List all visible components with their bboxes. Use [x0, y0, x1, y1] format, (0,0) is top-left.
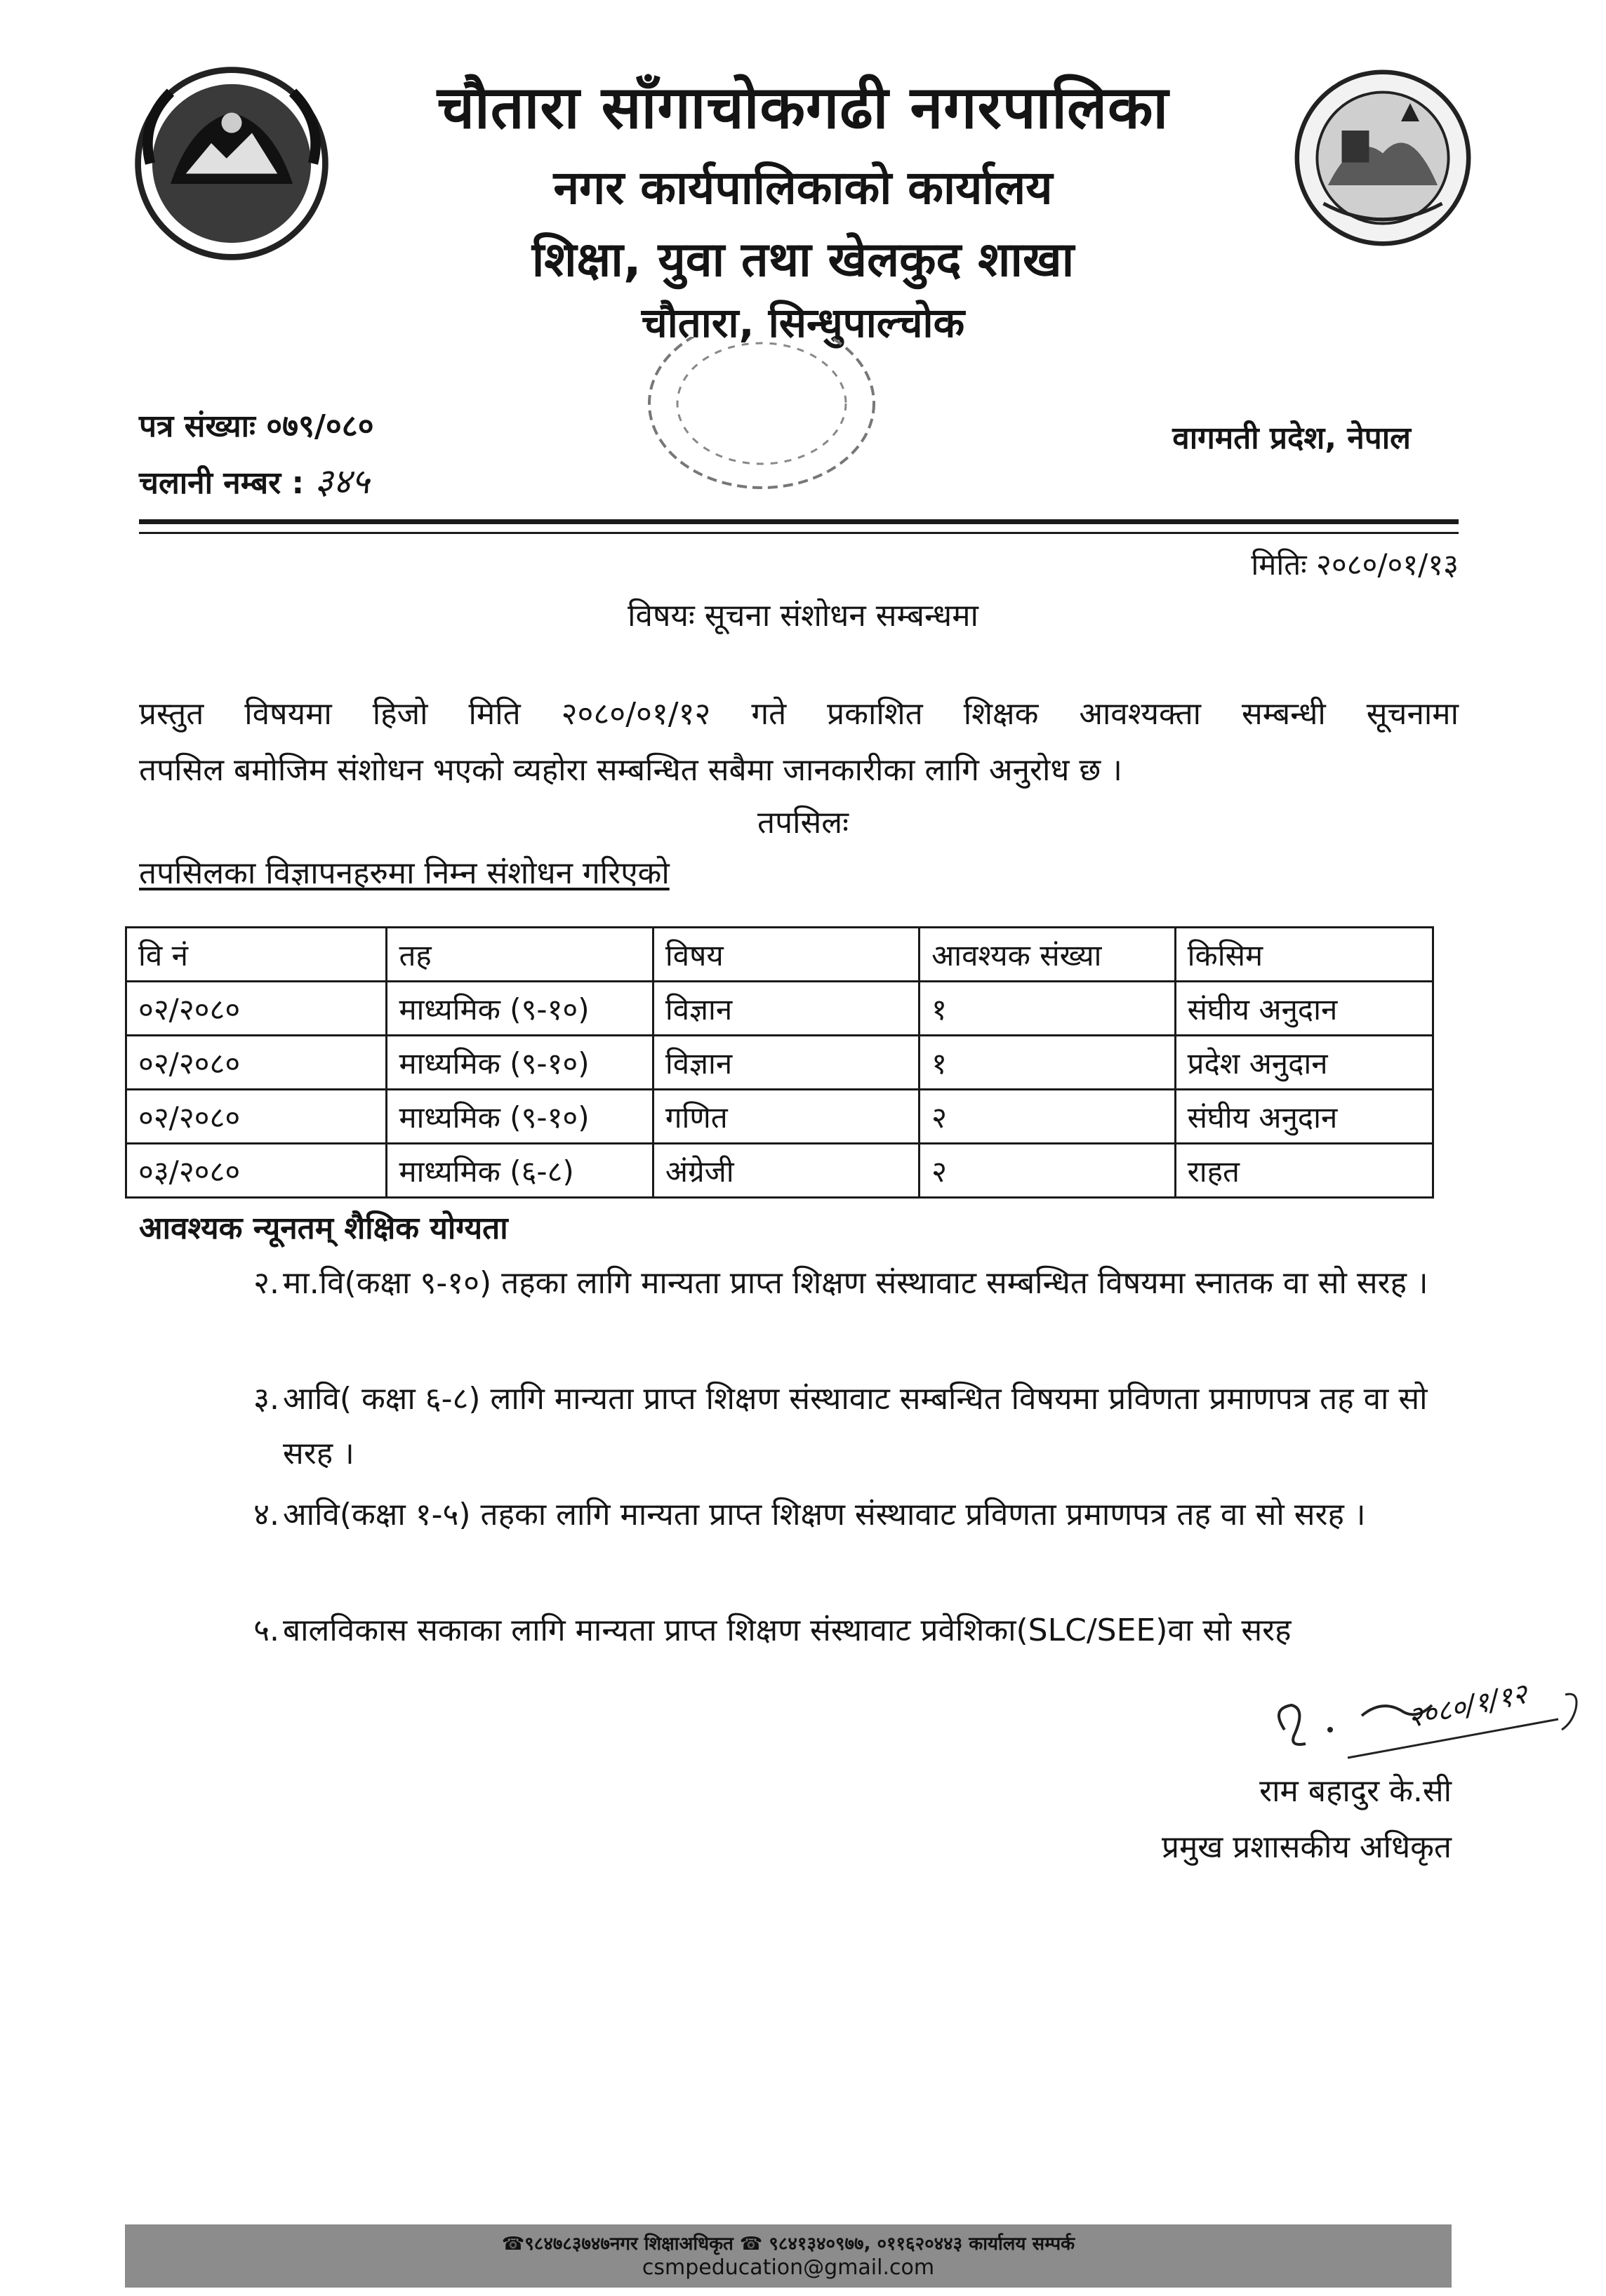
column-header-subject: विषय: [653, 928, 919, 982]
cell-vi-no: ०२/२०८०: [126, 982, 387, 1036]
letter-number: [139, 403, 374, 446]
municipality-name: चौतारा साँगाचोकगढी नगरपालिका: [437, 73, 1169, 142]
letter-number-label: पत्र संख्याः: [139, 408, 255, 444]
signatory-designation: प्रमुख प्रशासकीय अधिकृत: [1161, 1829, 1452, 1865]
signature-date: २०८०/१/१२: [1405, 1677, 1530, 1735]
cell-required-count: २: [920, 1090, 1175, 1144]
letter-date: मितिः २०८०/०१/१३: [1251, 547, 1459, 582]
body-paragraph-line2: तपसिल बमोजिम संशोधन भएको व्यहोरा सम्बन्धित सबैमा जानकारीका लागि अनुरोध छ ।: [139, 752, 1122, 788]
vacancy-table: [125, 926, 1434, 1199]
contact-footer: [125, 2224, 1452, 2288]
table-row: [126, 982, 1433, 1036]
table-caption: तपसिलका विज्ञापनहरुमा निम्न संशोधन गरिएको: [139, 855, 670, 891]
table-header-row: [126, 928, 1433, 982]
cell-type: संघीय अनुदान: [1175, 1090, 1433, 1144]
qualification-item: [223, 1603, 1459, 1658]
cell-type: राहत: [1175, 1144, 1433, 1198]
footer-email: csmpeducation@gmail.com: [642, 2255, 935, 2280]
office-name: नगर कार्यपालिकाको कार्यालय: [553, 161, 1053, 215]
item-number: ५.: [253, 1613, 279, 1648]
footer-phone-line: ☎९८४७८३७४७नगर शिक्षाअधिकृत ☎ ९८४१३४०९७७, ०११६२०४४३ कार्यालय सम्पर्क: [501, 2234, 1075, 2255]
header-rule-thick: [139, 519, 1459, 524]
item-number: ४.: [253, 1497, 279, 1533]
table-row: [126, 1036, 1433, 1090]
province-address: वागमती प्रदेश, नेपाल: [1172, 420, 1411, 456]
cell-subject: विज्ञान: [653, 1036, 919, 1090]
section-name: शिक्षा, युवा तथा खेलकुद शाखा: [531, 232, 1075, 288]
cell-required-count: १: [920, 982, 1175, 1036]
item-text: आवि( कक्षा ६-८) लागि मान्यता प्राप्त शिक्षण संस्थावाट सम्बन्धित विषयमा प्रविणता प्रमाणपत्र तह वा सो सरह ।: [283, 1381, 1428, 1471]
office-stamp: [611, 337, 912, 498]
column-header-level: तह: [387, 928, 653, 982]
letter-number-value: ०७९/०८०: [266, 408, 374, 444]
qualification-item: [223, 1488, 1459, 1542]
header-rule-thin: [139, 532, 1459, 534]
qualification-heading: आवश्यक न्यूनतम् शैक्षिक योग्यता: [139, 1210, 508, 1246]
item-text: आवि(कक्षा १-५) तहका लागि मान्यता प्राप्त शिक्षण संस्थावाट प्रविणता प्रमाणपत्र तह वा सो सरह ।: [283, 1497, 1366, 1533]
column-header-type: किसिम: [1175, 928, 1433, 982]
cell-required-count: १: [920, 1036, 1175, 1090]
dispatch-number: [139, 456, 369, 504]
dispatch-number-value: ३४५: [314, 461, 370, 502]
cell-level: माध्यमिक (९-१०): [387, 1090, 653, 1144]
cell-subject: विज्ञान: [653, 982, 919, 1036]
item-number: ३.: [253, 1381, 279, 1417]
item-number: २.: [253, 1265, 279, 1301]
cell-level: माध्यमिक (९-१०): [387, 982, 653, 1036]
cell-vi-no: ०२/२०८०: [126, 1090, 387, 1144]
cell-required-count: २: [920, 1144, 1175, 1198]
cell-type: प्रदेश अनुदान: [1175, 1036, 1433, 1090]
dispatch-number-label: चलानी नम्बर :: [139, 465, 305, 501]
column-header-vi-no: वि नं: [126, 928, 387, 982]
cell-vi-no: ०२/२०८०: [126, 1036, 387, 1090]
cell-level: माध्यमिक (९-१०): [387, 1036, 653, 1090]
qualification-item: [223, 1256, 1459, 1311]
cell-level: माध्यमिक (६-८): [387, 1144, 653, 1198]
item-text: बालविकास सकाका लागि मान्यता प्राप्त शिक्षण संस्थावाट प्रवेशिका(SLC/SEE)वा सो सरह: [283, 1613, 1292, 1648]
table-row: [126, 1090, 1433, 1144]
subject-line: विषयः सूचना संशोधन सम्बन्धमा: [628, 598, 978, 634]
cell-vi-no: ०३/२०८०: [126, 1144, 387, 1198]
column-header-required-count: आवश्यक संख्या: [920, 928, 1175, 982]
tapasil-heading: तपसिलः: [757, 805, 849, 841]
body-paragraph-line1: प्रस्तुत विषयमा हिजो मिति २०८०/०१/१२ गते प्रकाशित शिक्षक आवश्यक्ता सम्बन्धी सूचनामा: [139, 696, 1459, 732]
signatory-name: राम बहादुर के.सी: [1259, 1773, 1452, 1809]
cell-subject: अंग्रेजी: [653, 1144, 919, 1198]
table-row: [126, 1144, 1433, 1198]
office-address: चौतारा, सिन्धुपाल्चोक: [641, 299, 965, 347]
item-text: मा.वि(कक्षा ९-१०) तहका लागि मान्यता प्राप्त शिक्षण संस्थावाट सम्बन्धित विषयमा स्नातक वा सो सरह ।: [283, 1265, 1428, 1301]
cell-type: संघीय अनुदान: [1175, 982, 1433, 1036]
cell-subject: गणित: [653, 1090, 919, 1144]
qualification-item: [223, 1372, 1459, 1481]
